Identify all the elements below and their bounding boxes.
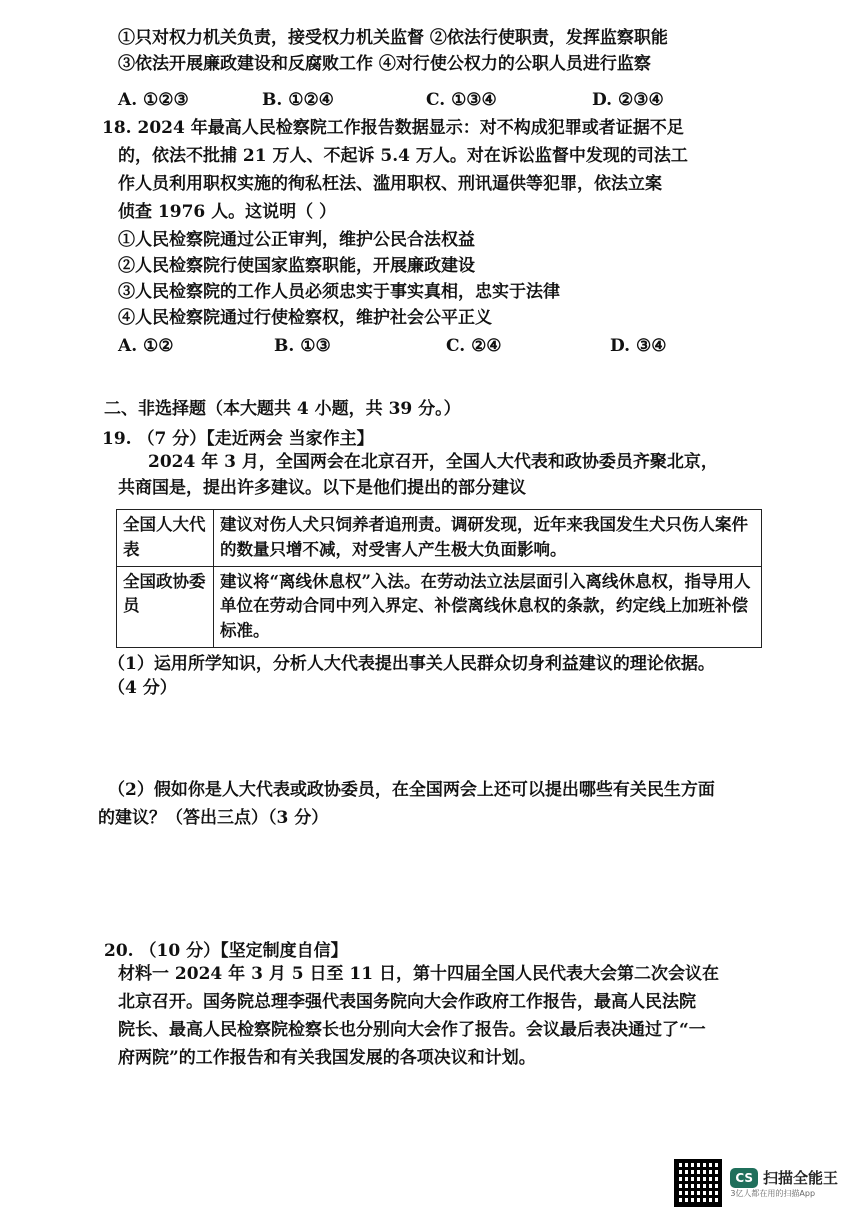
- q17-option-b: B. ①②④: [262, 90, 334, 110]
- scanner-watermark: [674, 1159, 838, 1207]
- q20-material-line4: 府两院”的工作报告和有关我国发展的各项决议和计划。: [118, 1048, 536, 1068]
- q20-material-line2: 北京召开。国务院总理李强代表国务院向大会作政府工作报告，最高人民法院: [118, 992, 696, 1012]
- q18-option-b: B. ①③: [274, 336, 331, 356]
- q18-stem-line2: 的，依法不批捕 21 万人、不起诉 5.4 万人。对在诉讼监督中发现的司法工: [118, 146, 688, 166]
- q20-material-line3: 院长、最高人民检察院检察长也分别向大会作了报告。会议最后表决通过了“一: [118, 1020, 706, 1040]
- q19-sub1-line1: （1）运用所学知识，分析人大代表提出事关人民群众切身利益建议的理论依据。: [108, 654, 715, 674]
- q17-option-d: D. ②③④: [592, 90, 664, 110]
- q19-intro-line1: 2024 年 3 月，全国两会在北京召开，全国人大代表和政协委员齐聚北京，: [148, 452, 718, 472]
- q18-option-a: A. ①②: [118, 336, 174, 356]
- table-row: [117, 566, 762, 647]
- q19-sub2-line1: （2）假如你是人大代表或政协委员，在全国两会上还可以提出哪些有关民生方面: [108, 780, 715, 800]
- q19-intro-line2: 共商国是，提出许多建议。以下是他们提出的部分建议: [118, 478, 526, 498]
- q17-option-a: A. ①②③: [118, 90, 189, 110]
- q18-choice-1: ①人民检察院通过公正审判，维护公民合法权益: [118, 230, 475, 250]
- q20-material-line1: 材料一 2024 年 3 月 5 日至 11 日，第十四届全国人民代表大会第二次会议在: [118, 964, 719, 984]
- q18-choice-3: ③人民检察院的工作人员必须忠实于事实真相，忠实于法律: [118, 282, 560, 302]
- q19-sub1-line2: （4 分）: [108, 678, 177, 698]
- proposal-cell: 建议将“离线休息权”入法。在劳动法立法层面引入离线休息权，指导用人单位在劳动合同中列入界定、补偿离线休息权的条款，约定线上加班补偿标准。: [214, 566, 762, 647]
- q19-sub2-line2: 的建议？（答出三点）（3 分）: [98, 808, 329, 828]
- qr-code-icon: [674, 1159, 722, 1207]
- q18-stem-line1: 18. 2024 年最高人民检察院工作报告数据显示：对不构成犯罪或者证据不足: [102, 118, 684, 138]
- proposer-cell: 全国人大代表: [117, 510, 214, 567]
- proposer-cell: 全国政协委员: [117, 566, 214, 647]
- q18-option-c: C. ②④: [446, 336, 502, 356]
- proposal-cell: 建议对伤人犬只饲养者追刑责。调研发现，近年来我国发生犬只伤人案件的数量只增不减，对受害人产生极大负面影响。: [214, 510, 762, 567]
- q20-title: 20. （10 分）【坚定制度自信】: [104, 941, 348, 961]
- q17-statements-line2: ③依法开展廉政建设和反腐败工作 ④对行使公权力的公职人员进行监察: [118, 54, 651, 74]
- scanner-app-name: 扫描全能王: [762, 1169, 838, 1187]
- q19-title: 19. （7 分）【走近两会 当家作主】: [102, 429, 374, 449]
- q18-option-d: D. ③④: [610, 336, 667, 356]
- q18-stem-line4: 侦查 1976 人。这说明（ ）: [118, 202, 337, 222]
- table-row: [117, 510, 762, 567]
- q18-choice-2: ②人民检察院行使国家监察职能，开展廉政建设: [118, 256, 475, 276]
- q17-option-c: C. ①③④: [426, 90, 497, 110]
- q18-choice-4: ④人民检察院通过行使检察权，维护社会公平正义: [118, 308, 492, 328]
- section-heading: 二、非选择题（本大题共 4 小题，共 39 分。）: [104, 399, 461, 419]
- q18-stem-line3: 作人员利用职权实施的徇私枉法、滥用职权、刑讯逼供等犯罪，依法立案: [118, 174, 662, 194]
- scanner-tagline: 3亿人都在用的扫描App: [730, 1189, 816, 1198]
- q19-proposals-table: [116, 509, 762, 648]
- q17-statements-line1: ①只对权力机关负责，接受权力机关监督 ②依法行使职责，发挥监察职能: [118, 28, 668, 48]
- camscanner-logo-icon: CS: [730, 1168, 758, 1188]
